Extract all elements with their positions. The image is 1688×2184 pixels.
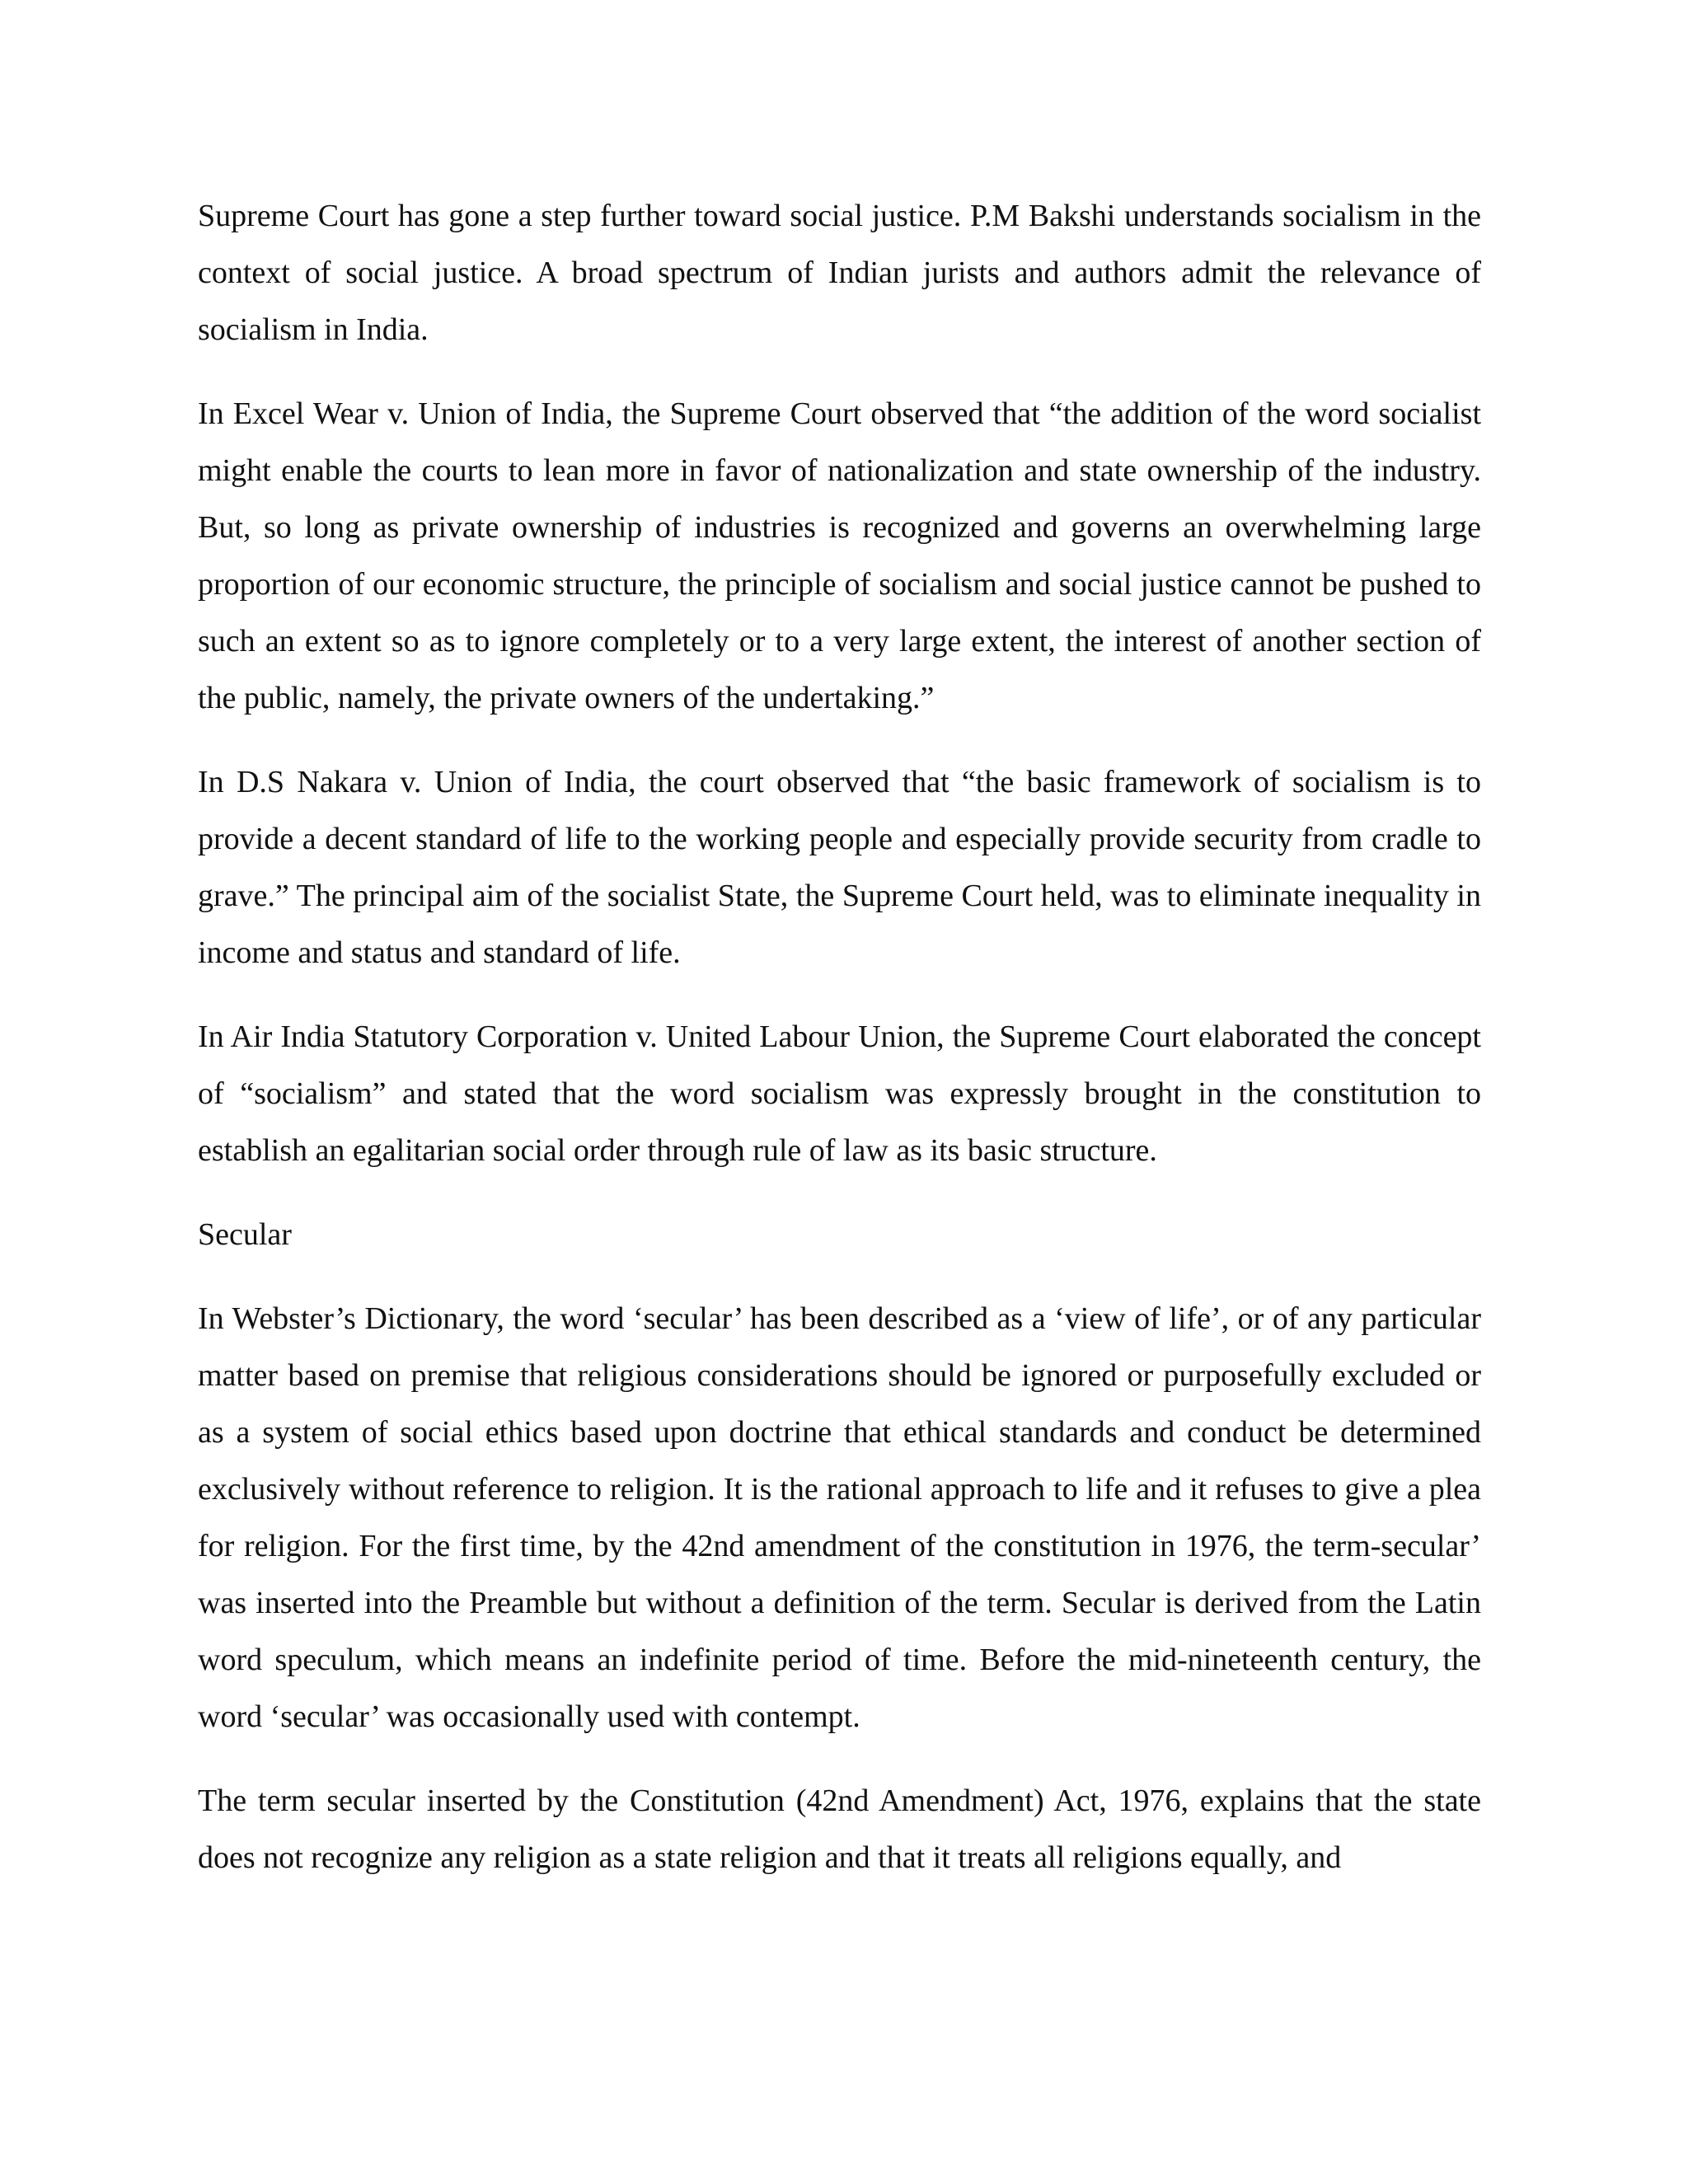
paragraph-websters-dictionary: In Webster’s Dictionary, the word ‘secular’ has been described as a ‘view of life’, or of any particular matter based on premise that religious considerations should be ignored or purposefully excluded or as a system of social ethics based upon doctrine that ethical standards and conduct be determined exclusively without reference to religion. It is the rational approach to life and it refuses to give a plea for religion. For the first time, by the 42nd amendment of the constitution in 1976, the term-secular’ was inserted into the Preamble but without a definition of the term. Secular is derived from the Latin word speculum, which means an indefinite period of time. Before the mid-nineteenth century, the word ‘secular’ was occasionally used with contempt. <box>198 1301 1481 1734</box>
paragraph-social-justice: Supreme Court has gone a step further toward social justice. P.M Bakshi understands socialism in the context of social justice. A broad spectrum of Indian jurists and authors admit the relevance of socialism in India. <box>198 199 1481 347</box>
paragraph-ds-nakara: In D.S Nakara v. Union of India, the court observed that “the basic framework of socialism is to provide a decent standard of life to the working people and especially provide security from cradle to grave.” The principal aim of the socialist State, the Supreme Court held, was to eliminate inequality in income and status and standard of life. <box>198 765 1481 970</box>
paragraph-42nd-amendment: The term secular inserted by the Constitution (42nd Amendment) Act, 1976, explains that the state does not recognize any religion as a state religion and that it treats all religions equally, and <box>198 1783 1481 1875</box>
document-body <box>198 188 1481 1886</box>
paragraph-excel-wear: In Excel Wear v. Union of India, the Supreme Court observed that “the addition of the word socialist might enable the courts to lean more in favor of nationalization and state ownership of the industry. But, so long as private ownership of industries is recognized and governs an overwhelming large proportion of our economic structure, the principle of socialism and social justice cannot be pushed to such an extent so as to ignore completely or to a very large extent, the interest of another section of the public, namely, the private owners of the undertaking.” <box>198 396 1481 715</box>
section-heading-secular: Secular <box>198 1217 292 1252</box>
paragraph-air-india: In Air India Statutory Corporation v. United Labour Union, the Supreme Court elaborated the concept of “socialism” and stated that the word socialism was expressly brought in the constitution to establish an egalitarian social order through rule of law as its basic structure. <box>198 1019 1481 1168</box>
